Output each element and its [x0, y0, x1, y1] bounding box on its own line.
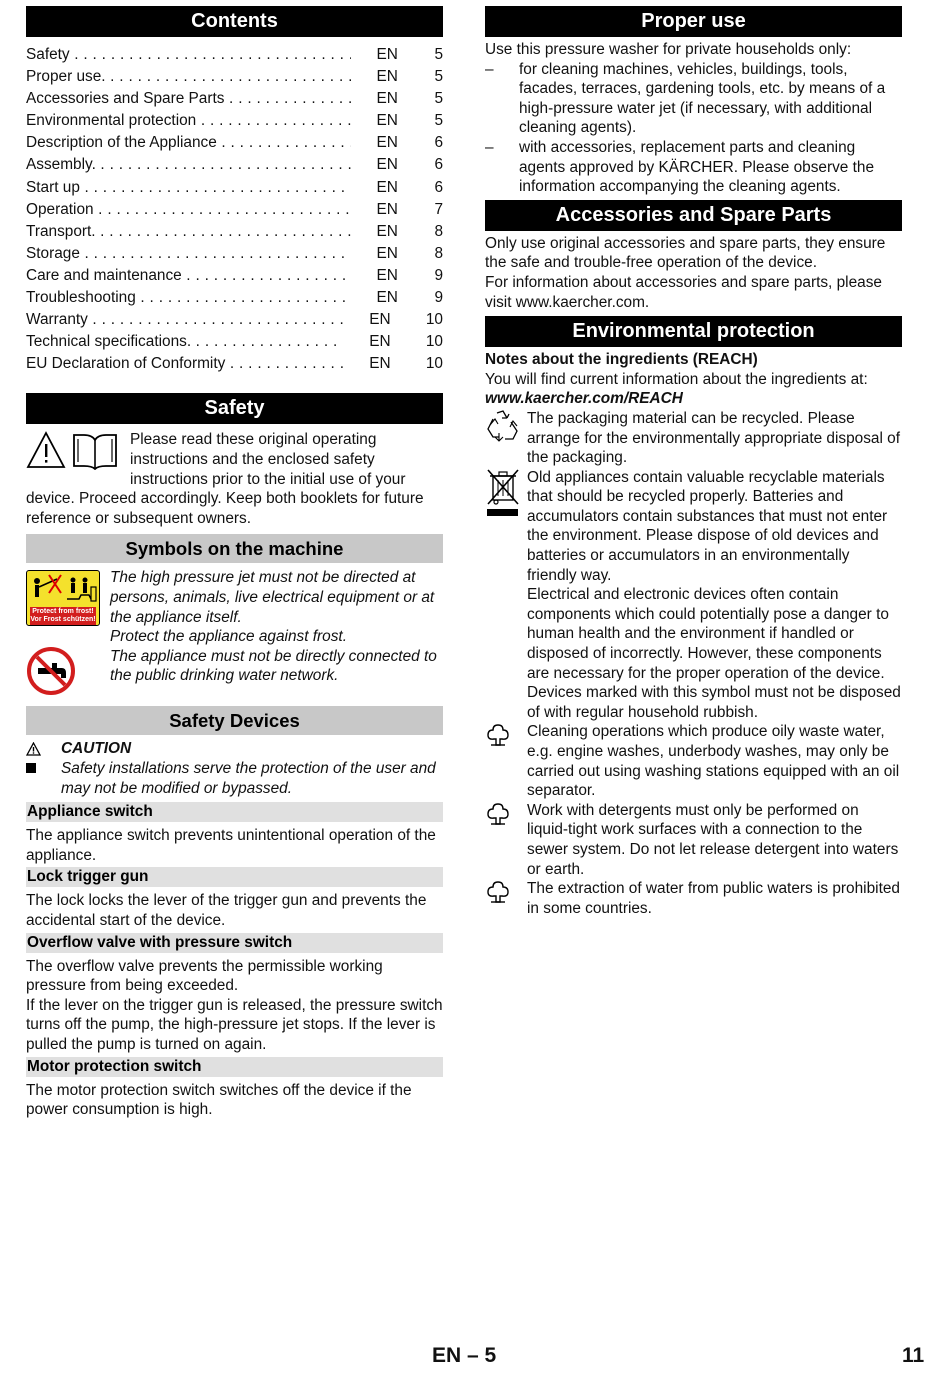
symbols-block [26, 568, 443, 686]
left-column [26, 6, 443, 1120]
toc-entry-title: Storage . . . [26, 243, 351, 265]
proper-use-item-text: for cleaning machines, vehicles, buildings, tools, facades, terraces, gardening tools, etc. by means of a high-pressure water jet (if necessary, with additional cleaning agents). [519, 60, 886, 137]
toc-entry-title: Warranty . . . [26, 309, 343, 331]
right-column [485, 6, 902, 918]
reach-heading: Notes about the ingredients (REACH) [485, 351, 758, 369]
safety-device-heading: Appliance switch [26, 802, 443, 822]
contents-heading: Contents [26, 6, 443, 37]
toc-entry[interactable] [26, 287, 443, 309]
no-drinking-water-connection-icon [26, 646, 76, 696]
env-extraction-item [485, 879, 902, 918]
warning-and-manual-icon [26, 430, 126, 470]
toc-entry-page: 6 [434, 178, 443, 196]
proper-use-list [485, 60, 902, 197]
safety-icons [26, 430, 130, 470]
toc-entry-title: Care and maintenance . . . [26, 265, 351, 287]
bullet-square-icon [26, 763, 36, 773]
proper-use-intro: Use this pressure washer for private households only: [485, 41, 852, 58]
toc-entry-lang: EN [376, 178, 398, 196]
toc-entry-lang: EN [369, 311, 391, 329]
toc-entry-title: Safety . . . [26, 44, 351, 66]
toc-entry-lang: EN [376, 266, 398, 284]
caution-label: CAUTION [61, 740, 132, 758]
caution-icon [26, 742, 41, 756]
frost-label-de: Vor Frost schützen! [30, 616, 96, 624]
symbols-heading: Symbols on the machine [26, 534, 443, 563]
toc-entry-page: 8 [434, 222, 443, 240]
frost-label-en: Protect from frost! [32, 608, 94, 616]
toc-entry-title: Proper use. . . . [26, 66, 351, 88]
safety-device-text: The lock locks the lever of the trigger gun and prevents the accidental start of the device. [26, 892, 427, 929]
toc-entry-title: Start up . . . [26, 177, 351, 199]
table-of-contents [26, 44, 443, 375]
toc-entry-page: 5 [434, 46, 443, 63]
toc-entry-lang: EN [376, 112, 398, 130]
safety-device-heading: Overflow valve with pressure switch [26, 933, 443, 953]
toc-entry-title: EU Declaration of Conformity . . . [26, 353, 343, 375]
symbol-text-frost: Protect the appliance against frost. [110, 628, 347, 646]
toc-entry-title: Troubleshooting . . . [26, 287, 351, 309]
toc-entry[interactable] [26, 199, 443, 221]
toc-entry-lang: EN [369, 355, 391, 373]
toc-entry[interactable] [26, 110, 443, 132]
toc-entry[interactable] [26, 88, 443, 110]
toc-entry-page: 6 [434, 134, 443, 152]
toc-entry-page: 5 [434, 112, 443, 130]
frost-warning-label-icon [26, 570, 100, 626]
toc-entry[interactable] [26, 265, 443, 287]
caution-text: Safety installations serve the protection of the user and may not be modified or bypassed. [61, 759, 436, 797]
recycling-icon [485, 409, 521, 443]
toc-entry-title: Environmental protection . . . [26, 110, 351, 132]
safety-device-section [26, 933, 443, 1055]
toc-entry-page: 5 [434, 90, 443, 108]
toc-entry-lang: EN [376, 200, 398, 218]
toc-entry[interactable] [26, 177, 443, 199]
toc-entry[interactable] [26, 154, 443, 176]
proper-use-item [485, 60, 902, 138]
toc-entry-title: Operation . . . [26, 199, 351, 221]
toc-entry-page: 8 [434, 244, 443, 262]
toc-entry-title: Description of the Appliance . . . [26, 132, 351, 154]
safety-device-text: The appliance switch prevents unintentional operation of the appliance. [26, 827, 436, 864]
toc-entry[interactable] [26, 331, 443, 353]
proper-use-item-text: with accessories, replacement parts and cleaning agents approved by KÄRCHER. Please observe the information accompanying the cleaning agents. [519, 138, 875, 196]
symbols-text [110, 568, 445, 686]
safety-device-heading: Motor protection switch [26, 1057, 443, 1077]
toc-entry-page: 10 [425, 311, 443, 329]
caution-item [61, 759, 443, 798]
toc-entry-title: Transport. . . . [26, 221, 351, 243]
env-old-appliances-item [485, 468, 902, 723]
reach-text: You will find current information about the ingredients at: [485, 370, 868, 388]
toc-entry-title: Assembly. . . . [26, 154, 351, 176]
no-spray-at-people-icon [27, 571, 98, 607]
safety-device-sections [26, 802, 443, 1120]
symbol-text-jet: The high pressure jet must not be directed at persons, animals, live electrical equipment or at the appliance itself. [110, 569, 435, 626]
dash-bullet: – [485, 138, 494, 156]
env-detergents-text: Work with detergents must only be performed on liquid-tight work surfaces with a connection to the sewer system. Do not let release detergent into waters or earth. [527, 801, 899, 878]
reach-url[interactable]: www.kaercher.com/REACH [485, 390, 683, 408]
toc-entry-lang: EN [376, 222, 398, 240]
toc-entry-page: 9 [434, 266, 443, 284]
accessories-heading: Accessories and Spare Parts [485, 200, 902, 231]
toc-entry[interactable] [26, 309, 443, 331]
safety-device-text: The overflow valve prevents the permissible working pressure from being exceeded. If the lever on the trigger gun is released, the pressure switch turns off the pump, the high-pressure jet stops. If the lever is pulled the pump is turned on again. [26, 957, 443, 1053]
toc-entry-lang: EN [376, 289, 398, 307]
environment-heading: Environmental protection [485, 316, 902, 347]
toc-entry-lang: EN [376, 46, 398, 63]
env-oily-text: Cleaning operations which produce oily waste water, e.g. engine washes, underbody washes, may only be carried out using washing stations equipped with an oil separator. [527, 723, 900, 800]
toc-entry-lang: EN [376, 244, 398, 262]
toc-entry[interactable] [26, 243, 443, 265]
toc-entry-lang: EN [376, 134, 398, 152]
toc-entry-page: 5 [434, 68, 443, 86]
toc-entry-lang: EN [376, 90, 398, 108]
toc-entry-page: 7 [434, 200, 443, 218]
toc-entry[interactable] [26, 132, 443, 154]
toc-entry-lang: EN [369, 333, 391, 351]
env-electrical-text: Electrical and electronic devices often contain components which could potentially pose a danger to human health and the environment if handled or disposed of incorrectly. However, these components are necessary for the proper operation of the device. Devices marked with this symbol must not be disposed of with regular household rubbish. [527, 586, 901, 721]
accessories-text: Only use original accessories and spare parts, they ensure the safe and trouble-free operation of the device. For information about accessories and spare parts, please visit www.kaercher.com. [485, 234, 886, 311]
toc-entry-title: Technical specifications. . . . [26, 331, 343, 353]
safety-device-text: The motor protection switch switches off the device if the power consumption is high. [26, 1081, 412, 1119]
toc-entry[interactable] [26, 353, 443, 375]
toc-entry[interactable] [26, 44, 443, 66]
crossed-bin-icon [485, 468, 521, 518]
toc-entry-page: 6 [434, 156, 443, 174]
toc-entry[interactable] [26, 221, 443, 243]
caution-block [26, 739, 443, 798]
env-extraction-text: The extraction of water from public waters is prohibited in some countries. [527, 880, 900, 917]
footer-page-number: 11 [902, 1344, 925, 1367]
env-oily-item [485, 722, 902, 800]
environment-tree-icon [485, 879, 511, 905]
env-packaging-text: The packaging material can be recycled. Please arrange for the environmentally appropriate disposal of the packaging. [527, 409, 901, 467]
footer-section-page: EN – 5 [432, 1344, 497, 1367]
safety-devices-heading: Safety Devices [26, 706, 443, 735]
safety-device-section [26, 802, 443, 865]
toc-entry-page: 10 [425, 333, 443, 351]
env-detergents-item [485, 801, 902, 879]
environment-tree-icon [485, 722, 511, 748]
safety-heading: Safety [26, 393, 443, 424]
proper-use-item [485, 138, 902, 197]
env-packaging-item [485, 409, 902, 468]
env-old-appliances-text: Old appliances contain valuable recyclable materials that should be recycled properly. Batteries and accumulators contain substances that must not enter the environment. Please dispose of old devices and batteries or accumulators in an environmentally friendly way. [527, 468, 888, 584]
toc-entry-lang: EN [376, 68, 398, 86]
toc-entry[interactable] [26, 66, 443, 88]
symbol-text-drinking-water: The appliance must not be directly connected to the public drinking water network. [110, 647, 437, 685]
safety-device-heading: Lock trigger gun [26, 867, 443, 887]
toc-entry-lang: EN [376, 156, 398, 174]
safety-intro-block [26, 430, 443, 528]
toc-entry-title: Accessories and Spare Parts . . . [26, 88, 351, 110]
proper-use-heading: Proper use [485, 6, 902, 37]
dash-bullet: – [485, 60, 494, 78]
toc-entry-page: 9 [434, 289, 443, 307]
safety-device-section [26, 867, 443, 930]
toc-entry-page: 10 [425, 355, 443, 373]
safety-intro-text: Please read these original operating instructions and the enclosed safety instructions prior to the initial use of your device. Proceed accordingly. Keep both booklets for future reference or subsequent owners. [26, 431, 424, 527]
environment-tree-icon [485, 801, 511, 827]
safety-device-section [26, 1057, 443, 1120]
